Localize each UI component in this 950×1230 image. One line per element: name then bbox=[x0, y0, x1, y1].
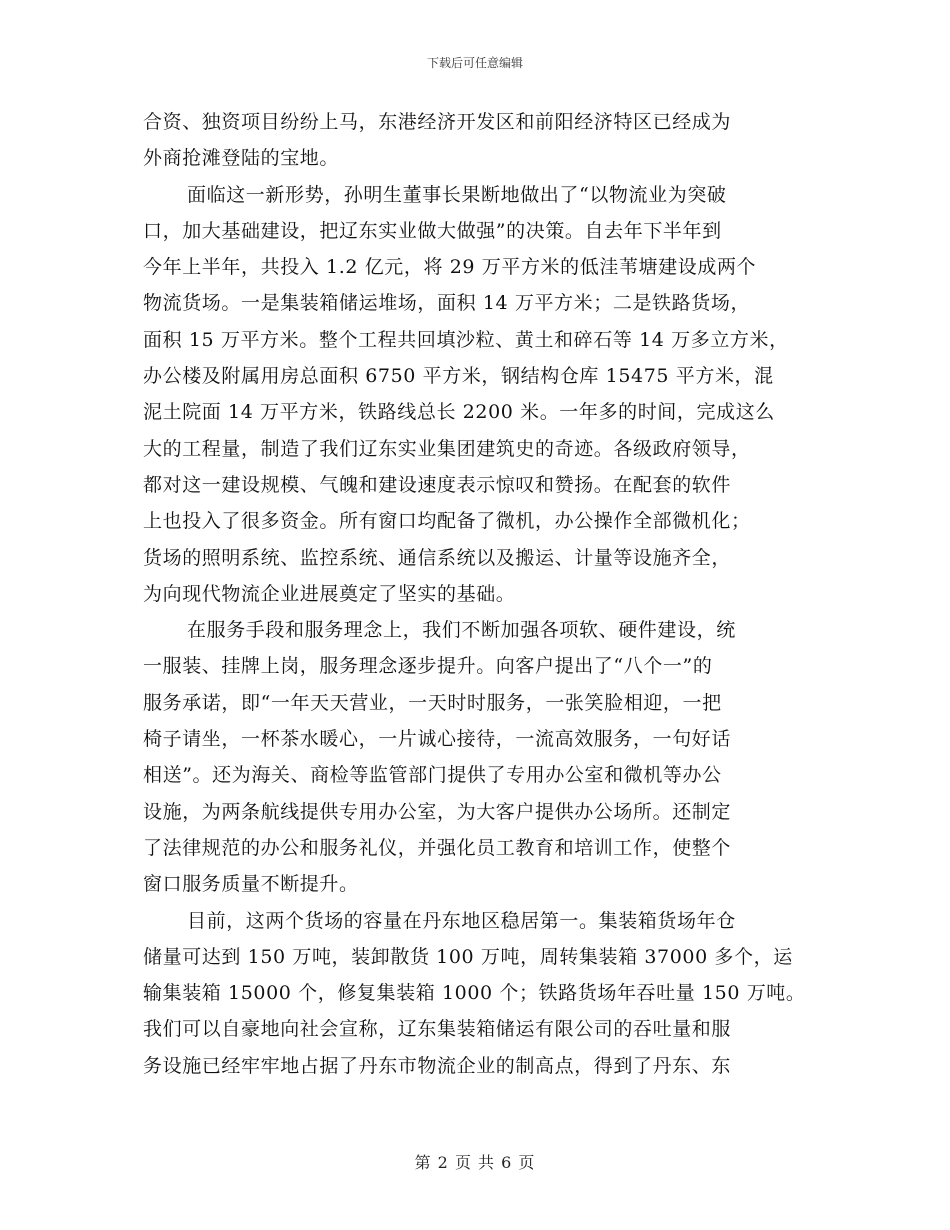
text-line: 今年上半年，共投入 1.2 亿元，将 29 万平方米的低洼苇塘建设成两个 bbox=[143, 256, 757, 279]
text-line: 我们可以自豪地向社会宣称，辽东集装箱储运有限公司的吞吐量和服 bbox=[143, 1018, 732, 1041]
page-number-footer: 第 2 页 共 6 页 bbox=[414, 1153, 536, 1172]
text-line: 合资、独资项目纷纷上马，东港经济开发区和前阳经济特区已经成为 bbox=[143, 111, 732, 133]
text-line: 了法律规范的办公和服务礼仪，并强化员工教育和培训工作，使整个 bbox=[143, 836, 732, 859]
text-line: 设施，为两条航线提供专用办公室，为大客户提供办公场所。还制定 bbox=[143, 800, 732, 823]
text-line: 上也投入了很多资金。所有窗口均配备了微机，办公操作全部微机化； bbox=[143, 510, 751, 533]
text-line: 外商抢滩登陆的宝地。 bbox=[143, 147, 340, 170]
paragraph-start-line: 在服务手段和服务理念上，我们不断加强各项软、硬件建设，统 bbox=[187, 619, 736, 642]
text-line: 椅子请坐，一杯茶水暖心，一片诚心接待，一流高效服务，一句好话 bbox=[143, 728, 732, 751]
text-line: 一服装、挂牌上岗，服务理念逐步提升。向客户提出了“八个一”的 bbox=[143, 655, 713, 678]
text-line: 泥土院面 14 万平方米，铁路线总长 2200 米。一年多的时间，完成这么 bbox=[143, 401, 775, 424]
page-header: 下载后可任意编辑 bbox=[426, 56, 523, 70]
text-line: 都对这一建设规模、气魄和建设速度表示惊叹和赞扬。在配套的软件 bbox=[143, 473, 732, 496]
document-body bbox=[143, 104, 813, 1084]
text-line: 大的工程量，制造了我们辽东实业集团建筑史的奇迹。各级政府领导， bbox=[143, 437, 751, 460]
text-line: 务设施已经牢牢地占据了丹东市物流企业的制高点，得到了丹东、东 bbox=[143, 1054, 732, 1077]
paragraph-start-line: 面临这一新形势，孙明生董事长果断地做出了“以物流业为突破 bbox=[187, 183, 727, 206]
text-line: 物流货场。一是集装箱储运堆场，面积 14 万平方米；二是铁路货场， bbox=[143, 292, 751, 315]
text-line: 储量可达到 150 万吨，装卸散货 100 万吨，周转集装箱 37000 多个，运 bbox=[143, 945, 793, 968]
text-line: 窗口服务质量不断提升。 bbox=[143, 873, 359, 896]
text-line: 面积 15 万平方米。整个工程共回填沙粒、黄土和碎石等 14 万多立方米， bbox=[143, 328, 789, 351]
text-line: 办公楼及附属用房总面积 6750 平方米，钢结构仓库 15475 平方米，混 bbox=[143, 365, 774, 388]
text-line: 口，加大基础建设，把辽东实业做大做强”的决策。自去年下半年到 bbox=[143, 219, 722, 242]
text-line: 相送”。还为海关、商检等监管部门提供了专用办公室和微机等办公 bbox=[143, 764, 722, 787]
text-line: 为向现代物流企业进展奠定了坚实的基础。 bbox=[143, 582, 516, 605]
text-line: 输集装箱 15000 个，修复集装箱 1000 个；铁路货场年吞吐量 150 万吨。 bbox=[143, 982, 806, 1005]
text-line: 服务承诺，即“一年天天营业，一天时时服务，一张笑脸相迎，一把 bbox=[143, 691, 722, 714]
paragraph-start-line: 目前，这两个货场的容量在丹东地区稳居第一。集装箱货场年仓 bbox=[187, 909, 736, 932]
text-line: 货场的照明系统、监控系统、通信系统以及搬运、计量等设施齐全， bbox=[143, 546, 732, 569]
